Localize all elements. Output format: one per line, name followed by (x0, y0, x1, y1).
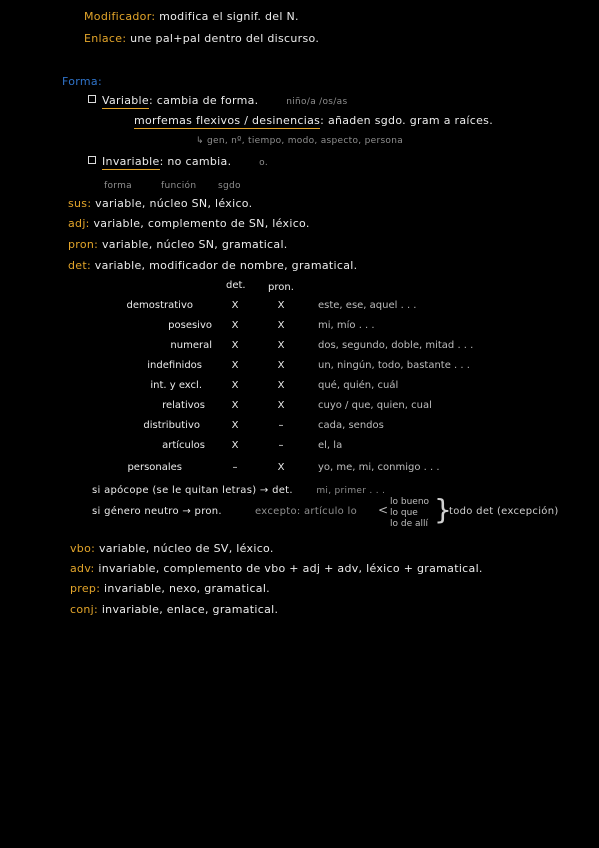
variable-text: : cambia de forma. (148, 94, 259, 107)
row-pron: X (277, 380, 285, 391)
invariable-text: : no cambia. (159, 155, 232, 168)
category-text: variable, núcleo de SV, léxico. (98, 542, 274, 555)
variable-line (88, 94, 347, 107)
col-header-sgdo: sgdo (218, 181, 241, 191)
apocope-text: si apócope (se le quitan letras) → det. (92, 485, 293, 496)
category-det (68, 259, 357, 272)
angle-brace-icon: < (378, 503, 389, 517)
category-text: variable, núcleo SN, léxico. (95, 197, 253, 210)
invariable-line (88, 155, 268, 168)
row-example: yo, me, mi, conmigo . . . (318, 462, 440, 473)
category-label: sus: (68, 197, 92, 210)
col-header-funcion: función (161, 181, 197, 191)
table-row (100, 300, 590, 316)
invariable-label: Invariable (102, 155, 160, 168)
row-example: este, ese, aquel . . . (318, 300, 417, 311)
row-name: indefinidos (147, 360, 202, 371)
category-text: invariable, nexo, gramatical. (104, 582, 270, 595)
row-det: – (232, 462, 238, 473)
row-pron: X (277, 360, 285, 371)
row-example: dos, segundo, doble, mitad . . . (318, 340, 474, 351)
category-text: variable, núcleo SN, gramatical. (101, 238, 288, 251)
category-text: invariable, enlace, gramatical. (101, 603, 279, 616)
morfemas-line (134, 114, 493, 127)
col-header-forma: forma (104, 181, 132, 191)
row-det: X (231, 420, 239, 431)
table-row (100, 420, 590, 436)
enlace-line (84, 32, 319, 45)
table-row (100, 462, 590, 478)
neutro-text: si género neutro → pron. (92, 506, 222, 517)
row-example: qué, quién, cuál (318, 380, 399, 391)
category-label: prep: (70, 582, 101, 595)
checkbox-icon (88, 95, 96, 103)
category-sus (68, 197, 252, 210)
row-pron: – (278, 420, 284, 431)
category-text: variable, modificador de nombre, gramatical. (94, 259, 358, 272)
neutro-note (92, 506, 222, 517)
forma-heading: Forma: (62, 75, 102, 88)
row-example: un, ningún, todo, bastante . . . (318, 360, 470, 371)
morfemas-label: morfemas flexivos / desinencias (134, 114, 321, 127)
category-vbo (70, 542, 274, 555)
invariable-aside: o. (259, 158, 268, 168)
table-row (100, 340, 590, 356)
category-adj (68, 217, 310, 230)
enlace-label: Enlace: (84, 32, 127, 45)
row-det: X (231, 380, 239, 391)
variable-label: Variable (102, 94, 149, 107)
row-name: relativos (162, 400, 205, 411)
row-pron: – (278, 440, 284, 451)
table-header-det: det. (226, 280, 246, 291)
row-det: X (231, 360, 239, 371)
category-label: adv: (70, 562, 95, 575)
table-row (100, 400, 590, 416)
category-label: conj: (70, 603, 99, 616)
row-example: cada, sendos (318, 420, 384, 431)
modificador-text: modifica el signif. del N. (159, 10, 299, 23)
category-label: pron: (68, 238, 99, 251)
morfemas-text: : añaden sgdo. gram a raíces. (320, 114, 494, 127)
variable-aside: niño/a /os/as (286, 97, 348, 107)
modificador-label: Modificador: (84, 10, 156, 23)
row-det: X (231, 440, 239, 451)
row-pron: X (277, 320, 285, 331)
row-example: cuyo / que, quien, cual (318, 400, 432, 411)
row-name: personales (127, 462, 182, 473)
row-pron: X (277, 400, 285, 411)
row-pron: X (277, 300, 285, 311)
row-name: distributivo (143, 420, 200, 431)
table-row (100, 380, 590, 396)
apocope-example: mi, primer . . . (316, 486, 386, 496)
row-name: demostrativo (126, 300, 193, 311)
table-row (100, 440, 590, 456)
table-row (100, 360, 590, 376)
category-pron (68, 238, 288, 251)
brace-item: lo que (390, 508, 418, 518)
category-text: invariable, complemento de vbo + adj + adv, léxico + gramatical. (98, 562, 483, 575)
row-det: X (231, 300, 239, 311)
category-prep (70, 582, 270, 595)
row-pron: X (277, 462, 285, 473)
table-row (100, 320, 590, 336)
brace-item: lo bueno (390, 497, 430, 507)
row-name: artículos (162, 440, 205, 451)
row-name: posesivo (168, 320, 212, 331)
category-label: vbo: (70, 542, 96, 555)
category-conj (70, 603, 278, 616)
row-det: X (231, 400, 239, 411)
row-pron: X (277, 340, 285, 351)
category-label: adj: (68, 217, 90, 230)
brace-note: todo det (excepción) (449, 506, 559, 517)
curly-brace-icon: } (434, 493, 452, 526)
row-name: numeral (170, 340, 212, 351)
row-name: int. y excl. (150, 380, 202, 391)
category-adv (70, 562, 483, 575)
checkbox-icon (88, 156, 96, 164)
enlace-text: une pal+pal dentro del discurso. (130, 32, 320, 45)
apocope-note (92, 485, 385, 496)
row-example: mi, mío . . . (318, 320, 375, 331)
category-label: det: (68, 259, 91, 272)
brace-item: lo de allí (390, 519, 428, 529)
row-det: X (231, 320, 239, 331)
excepto-note: excepto: artículo lo (255, 506, 358, 517)
row-det: X (231, 340, 239, 351)
morfemas-sub: ↳ gen, nº, tiempo, modo, aspecto, persona (196, 136, 404, 146)
category-text: variable, complemento de SN, léxico. (93, 217, 310, 230)
modificador-line (84, 10, 299, 23)
table-header-pron: pron. (268, 282, 294, 293)
row-example: el, la (318, 440, 343, 451)
